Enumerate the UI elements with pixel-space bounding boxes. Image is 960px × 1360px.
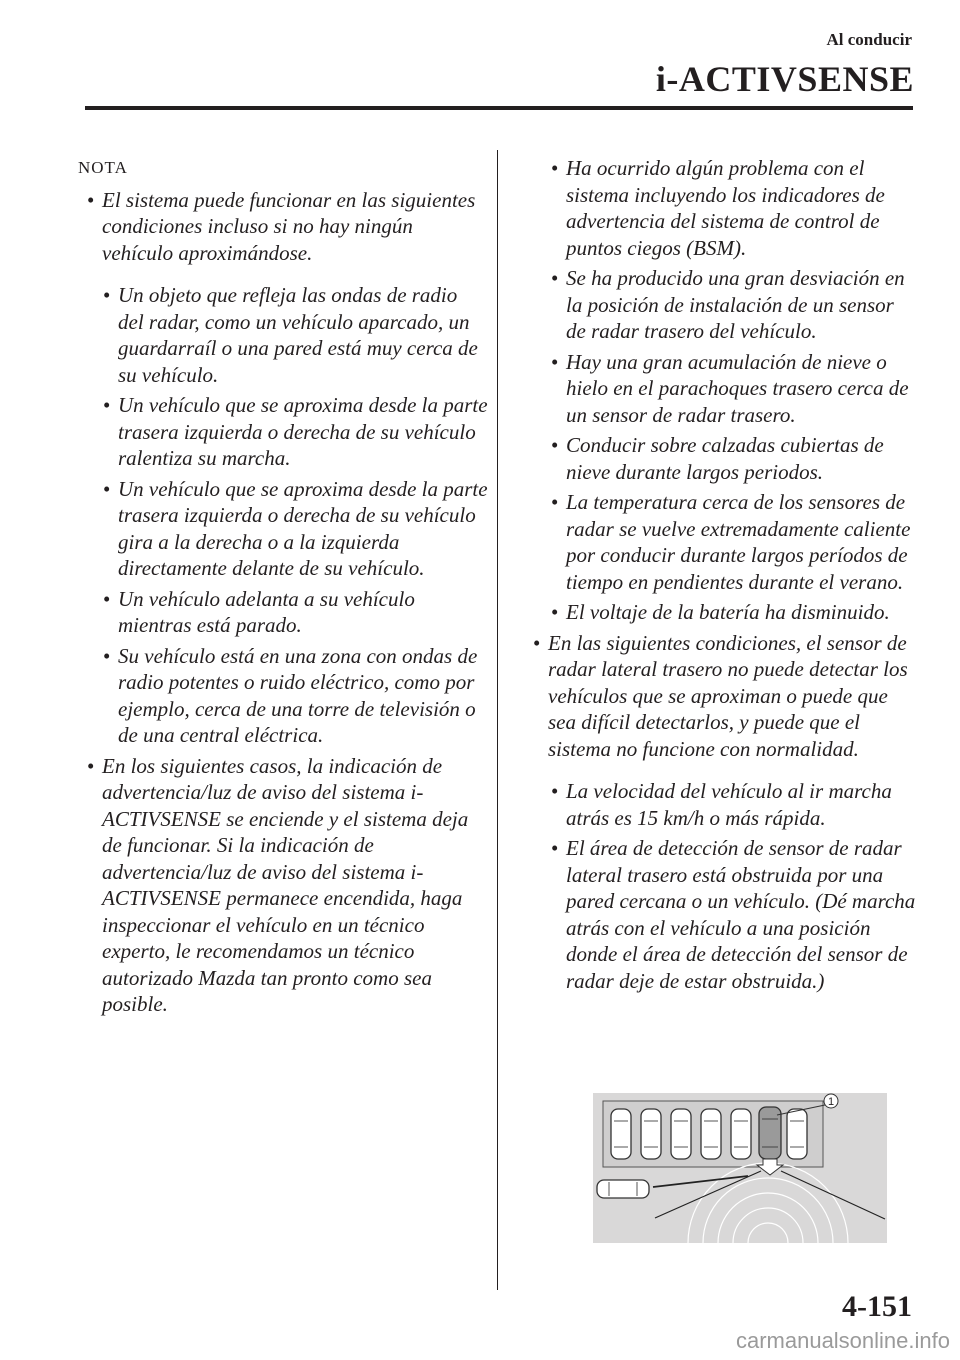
bullet-dot: • [551,433,559,457]
parking-illustration [593,1093,887,1243]
bullet-text: El voltaje de la batería ha disminuido. [566,600,890,624]
bullet-dot: • [551,836,559,860]
bullet-text: El sistema puede funcionar en las siguientes condiciones incluso si no hay ningún vehículo aproximándose. [102,187,476,265]
bullet-dot: • [551,349,559,374]
sub-bullet-item [78,476,488,582]
sub-bullet-item [528,349,918,429]
bullet-text: En las siguientes condiciones, el sensor de radar lateral trasero no puede detectar los vehículos que se aproximan o puede que sea difícil detectarlos, y puede que el sistema no funcione con normalidad. [548,630,908,761]
bullet-text: En los siguientes casos, la indicación de advertencia/luz de aviso del sistema i-ACTIVSENSE se enciende y el sistema deja de funcionar. Si la indicación de advertencia/luz de aviso del sistema i-ACTIVSENSE permanece encendida, haga inspeccionar el vehículo en un técnico experto, le recomendamos un técnico autorizado Mazda tan pronto como sea posible. [102,753,469,1016]
sub-bullet-item [528,432,918,485]
bullet-text: Ha ocurrido algún problema con el sistema incluyendo los indicadores de advertencia del sistema de control de puntos ciegos (BSM). [566,156,885,260]
bullet-dot: • [87,753,95,778]
sub-bullet-item [528,489,918,595]
note-label: NOTA [78,158,128,177]
sub-bullet-item [528,155,918,261]
bullet-dot: • [551,266,559,290]
bullet-dot: • [103,476,111,501]
sub-bullet-item [528,778,918,831]
bullet-text: Su vehículo está en una zona con ondas de radio potentes o ruido eléctrico, como por ejemplo, cerca de una torre de televisión o de una central eléctrica. [118,643,478,747]
bullet-dot: • [103,643,111,668]
bullet-text: El área de detección de sensor de radar lateral trasero está obstruida por una pared cercana o un vehículo. (Dé marcha atrás con el vehículo a una posición donde el área de detección del sensor de radar deje de estar obstruida.) [566,836,916,993]
header-title: i-ACTIVSENSE [655,59,914,99]
bullet-text: Hay una gran acumulación de nieve o hielo en el parachoques trasero cerca de un sensor de radar trasero. [566,349,909,427]
watermark: carmanualsonline.info [735,1328,950,1353]
approaching-vehicle [597,1180,649,1198]
sub-bullet-item [528,265,918,345]
bullet-text: Un objeto que refleja las ondas de radio del radar, como un vehículo aparcado, un guardarraíl o una pared está muy cerca de su vehículo. [118,283,478,387]
page-number: 4-151 [842,1290,912,1323]
callout-number: 1 [827,1096,835,1108]
bullet-text: Se ha producido una gran desviación en la posición de instalación de un sensor de radar trasero del vehículo. [566,266,905,343]
sub-bullet-item [78,392,488,472]
bullet-dot: • [533,630,541,655]
bullet-item [78,753,488,1018]
sub-bullet-item [78,643,488,749]
bullet-dot: • [551,490,559,514]
bullet-item [528,630,918,763]
sub-bullet-item [528,835,918,994]
bullet-text: Un vehículo que se aproxima desde la parte trasera izquierda o derecha de su vehículo gira a la derecha o a la izquierda directamente delante de su vehículo. [118,476,488,580]
bullet-dot: • [551,156,559,180]
bullet-dot: • [103,283,111,307]
column-divider [497,150,498,1290]
bullet-item [78,187,488,267]
sub-bullet-item [78,586,488,639]
bullet-text: La temperatura cerca de los sensores de radar se vuelve extremadamente caliente por conducir durante largos períodos de tiempo en pendientes durante el verano. [566,490,911,594]
left-column [78,155,488,1022]
bullet-dot: • [87,187,95,212]
header-rule [85,106,913,110]
bullet-dot: • [103,586,111,611]
header-section: Al conducir [826,30,912,49]
bullet-dot: • [103,393,111,417]
sub-bullet-item [78,282,488,388]
parking-radar-figure [593,1093,887,1243]
sub-bullet-item [528,599,918,626]
bullet-text: Un vehículo adelanta a su vehículo mientras está parado. [118,586,415,637]
bullet-text: La velocidad del vehículo al ir marcha atrás es 15 km/h o más rápida. [566,779,892,830]
bullet-dot: • [551,779,559,803]
bullet-dot: • [551,600,559,624]
right-column [528,155,918,998]
bullet-text: Un vehículo que se aproxima desde la parte trasera izquierda o derecha de su vehículo ralentiza su marcha. [118,393,488,470]
bullet-text: Conducir sobre calzadas cubiertas de nieve durante largos periodos. [566,433,884,484]
